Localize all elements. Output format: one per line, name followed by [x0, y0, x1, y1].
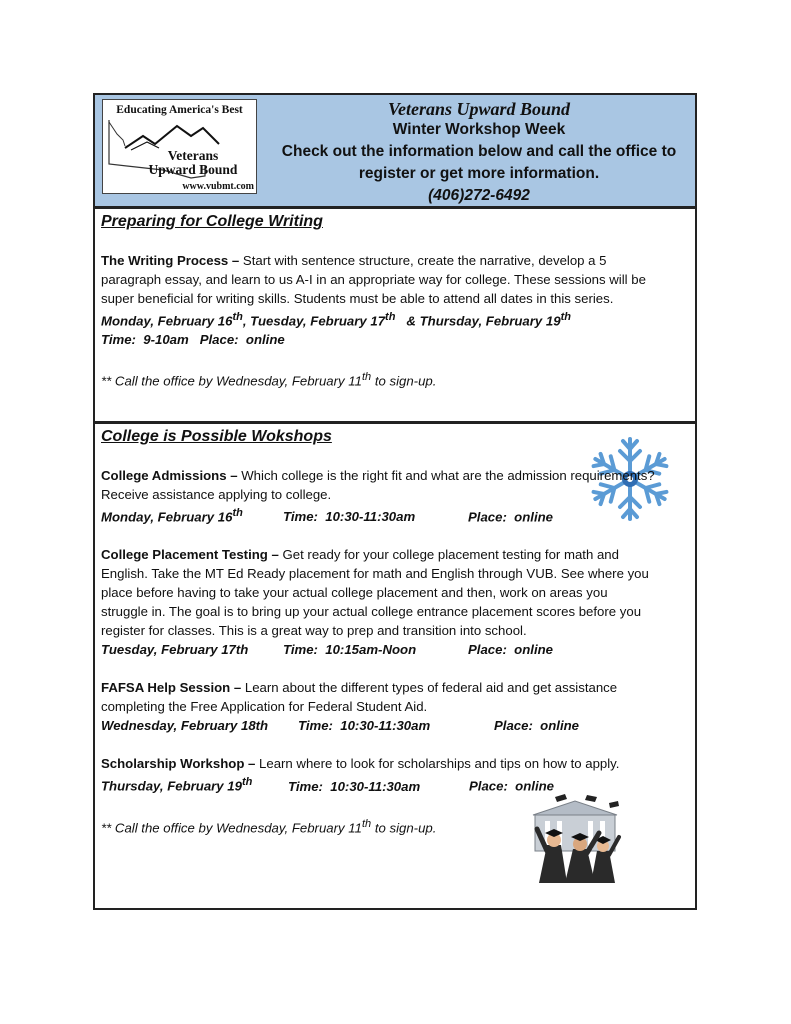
workshop-desc: Learn where to look for scholarships and tips on how to apply.	[255, 756, 620, 772]
workshop-desc: completing the Free Application for Federal Student Aid.	[101, 699, 428, 715]
writing-dates	[101, 308, 693, 330]
workshop-time: Time: 10:30-11:30am	[283, 509, 416, 525]
writing-time-place: Time: 9-10am Place: online	[101, 332, 285, 348]
workshop-name: Scholarship Workshop –	[101, 756, 256, 772]
section-title-college: College is Possible Wokshops	[101, 428, 332, 445]
workshop-name: College Admissions –	[101, 468, 238, 483]
workshop-time: Time: 10:30-11:30am	[288, 778, 421, 794]
workshop-date-sup: th	[232, 507, 243, 519]
section-title-writing: Preparing for College Writing	[101, 213, 323, 230]
phone-number: (406)272-6492	[428, 187, 530, 204]
workshop-schedule	[101, 716, 693, 735]
writing-desc-1: Start with sentence structure, create the narrative, develop a 5	[239, 253, 607, 268]
workshop-date: Tuesday, February 17th	[101, 642, 249, 658]
workshop-desc: place before having to take your actual college placement and then, work on areas you	[101, 585, 608, 601]
college-workshops	[101, 466, 693, 837]
writing-note-pre: ** Call the office by Wednesday, February 11	[101, 373, 362, 389]
workshop-item	[101, 545, 693, 659]
workshop-desc: Which college is the right fit and what are the admission requirements?	[237, 468, 655, 483]
header-text	[263, 95, 695, 207]
writing-process-block	[101, 251, 693, 391]
writing-date-2: , Tuesday, February 17	[242, 313, 386, 329]
workshop-desc: struggle in. The goal is to bring up your actual college entrance placement scores before you	[101, 604, 642, 620]
workshop-place: Place: online	[494, 718, 580, 734]
college-note-pre: ** Call the office by Wednesday, February 11	[101, 820, 362, 836]
workshop-schedule	[101, 640, 693, 659]
workshop-date: Wednesday, February 18th	[101, 718, 269, 734]
logo-tagline: Educating America's Best	[116, 104, 243, 116]
logo-name-line1: Veterans	[167, 148, 219, 163]
writing-process-name: The Writing Process –	[101, 253, 240, 268]
workshop-time: Time: 10:15am-Noon	[283, 642, 417, 658]
workshop-name: College Placement Testing –	[101, 547, 279, 563]
writing-desc-2: paragraph essay, and learn to us A-I in an appropriate way for college. These sessions will be	[101, 272, 646, 287]
workshop-desc: Learn about the different types of federal aid and get assistance	[241, 680, 618, 696]
workshop-item	[101, 466, 693, 526]
college-note-sup: th	[361, 817, 372, 830]
event-subtitle: Winter Workshop Week	[392, 121, 566, 138]
header-line-2: register or get more information.	[358, 165, 600, 182]
program-title: Veterans Upward Bound	[387, 99, 571, 119]
workshop-desc: English. Take the MT Ed Ready placement for math and English through VUB. See where you	[101, 566, 649, 582]
header-line-1: Check out the information below and call the office to	[281, 143, 677, 160]
writing-date-2-sup: th	[385, 311, 396, 323]
workshop-date: Thursday, February 19	[101, 778, 242, 794]
workshop-schedule	[101, 504, 693, 526]
vub-logo	[102, 99, 257, 194]
college-note-post: to sign-up.	[371, 820, 437, 836]
workshop-desc: register for classes. This is a great way to prep and transition into school.	[101, 623, 527, 639]
logo-name-line2: Upward Bound	[148, 162, 238, 177]
workshop-item	[101, 754, 693, 795]
writing-note-sup: th	[361, 371, 372, 384]
logo-name	[133, 149, 253, 177]
workshop-desc: Receive assistance applying to college.	[101, 487, 332, 502]
writing-date-3: & Thursday, February 19	[395, 313, 561, 329]
writing-date-1-sup: th	[232, 311, 243, 323]
writing-desc-3: super beneficial for writing skills. Students must be able to attend all dates in this series.	[101, 291, 614, 306]
flyer	[93, 93, 697, 910]
writing-date-1: Monday, February 16	[101, 313, 233, 329]
workshop-time: Time: 10:30-11:30am	[298, 718, 431, 734]
workshop-name: FAFSA Help Session –	[101, 680, 242, 696]
workshop-place: Place: online	[469, 778, 555, 794]
workshop-date-sup: th	[241, 776, 253, 789]
workshop-place: Place: online	[468, 642, 554, 658]
writing-signup-note	[101, 368, 693, 390]
workshop-item	[101, 678, 693, 735]
workshop-desc: Get ready for your college placement testing for math and	[278, 547, 619, 563]
section-writing	[95, 209, 695, 424]
header-banner	[95, 95, 695, 209]
logo-url: www.vubmt.com	[182, 181, 254, 192]
writing-note-post: to sign-up.	[371, 373, 437, 389]
workshop-date: Monday, February 16	[101, 509, 233, 525]
writing-date-3-sup: th	[560, 311, 571, 323]
workshop-place: Place: online	[468, 509, 554, 525]
graduates-illustration-icon	[525, 793, 625, 885]
